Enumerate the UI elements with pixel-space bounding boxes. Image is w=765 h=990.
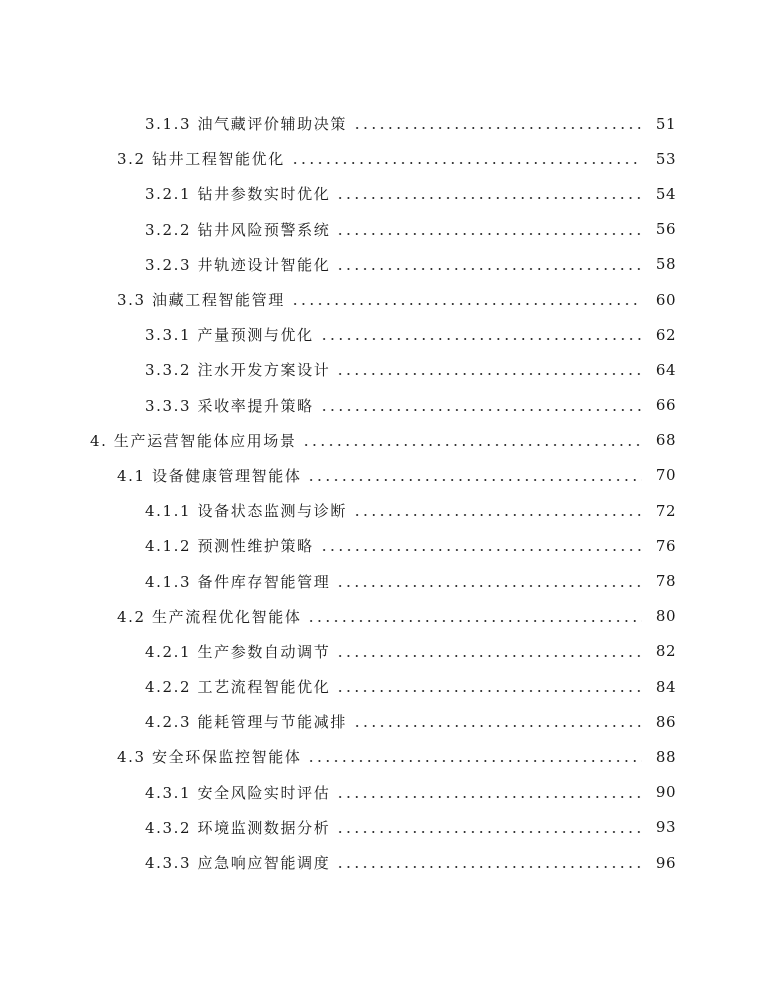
- toc-entry-page: 86: [655, 712, 676, 731]
- toc-entry-page: 66: [655, 396, 676, 415]
- toc-entry-title: 4.1.2 预测性维护策略: [145, 537, 314, 556]
- toc-entry[interactable]: [0, 282, 765, 317]
- toc-entry-title: 3.3.2 注水开发方案设计: [145, 361, 331, 380]
- toc-entry-page: 72: [655, 501, 676, 520]
- toc-entry-page: 82: [655, 642, 676, 661]
- toc-entry[interactable]: [0, 669, 765, 704]
- toc-entry-page: 64: [655, 360, 676, 379]
- toc-dot-leader: [336, 655, 642, 657]
- toc-entry-title: 3.2 钻井工程智能优化: [117, 150, 285, 169]
- toc-dot-leader: [320, 549, 642, 551]
- toc-entry[interactable]: [0, 388, 765, 423]
- toc-entry-title: 3.2.1 钻井参数实时优化: [145, 185, 331, 204]
- toc-dot-leader: [320, 409, 642, 411]
- toc-entry-page: 88: [655, 747, 676, 766]
- toc-entry[interactable]: [0, 212, 765, 247]
- toc-entry[interactable]: [0, 458, 765, 493]
- toc-entry-title: 4.2.2 工艺流程智能优化: [145, 678, 331, 697]
- toc-entry-title: 4.2.3 能耗管理与节能减排: [145, 713, 347, 732]
- toc-entry-title: 3.2.2 钻井风险预警系统: [145, 220, 331, 239]
- toc-entry[interactable]: [0, 493, 765, 528]
- toc-entry[interactable]: [0, 704, 765, 739]
- toc-entry-page: 60: [655, 290, 676, 309]
- toc-entry-page: 56: [655, 220, 676, 239]
- toc-entry-title: 4.2 生产流程优化智能体: [117, 607, 302, 626]
- table-of-contents: [0, 106, 765, 880]
- toc-dot-leader: [353, 514, 642, 516]
- toc-entry[interactable]: [0, 317, 765, 352]
- toc-entry-page: 96: [655, 853, 676, 872]
- toc-entry[interactable]: [0, 775, 765, 810]
- toc-entry-title: 3.3 油藏工程智能管理: [117, 291, 285, 310]
- toc-entry[interactable]: [0, 634, 765, 669]
- toc-entry-page: 58: [655, 255, 676, 274]
- toc-dot-leader: [336, 197, 642, 199]
- toc-dot-leader: [307, 479, 642, 481]
- toc-dot-leader: [291, 303, 642, 305]
- toc-entry-title: 4.1 设备健康管理智能体: [117, 466, 302, 485]
- toc-entry-title: 4.2.1 生产参数自动调节: [145, 642, 331, 661]
- toc-dot-leader: [336, 690, 642, 692]
- toc-entry[interactable]: [0, 845, 765, 880]
- toc-dot-leader: [336, 585, 642, 587]
- toc-dot-leader: [302, 444, 642, 446]
- toc-dot-leader: [320, 338, 642, 340]
- toc-dot-leader: [336, 373, 642, 375]
- toc-dot-leader: [336, 866, 642, 868]
- toc-entry-page: 53: [655, 149, 676, 168]
- toc-entry-page: 78: [655, 572, 676, 591]
- toc-entry-page: 80: [655, 607, 676, 626]
- toc-entry-page: 68: [655, 431, 676, 450]
- toc-entry-title: 4.1.1 设备状态监测与诊断: [145, 502, 347, 521]
- toc-entry-title: 4.3.3 应急响应智能调度: [145, 854, 331, 873]
- toc-entry[interactable]: [0, 247, 765, 282]
- toc-entry-title: 4.3 安全环保监控智能体: [117, 748, 302, 767]
- toc-entry-page: 54: [655, 184, 676, 203]
- toc-dot-leader: [336, 268, 642, 270]
- toc-entry-title: 3.2.3 井轨迹设计智能化: [145, 255, 331, 274]
- toc-entry[interactable]: [0, 739, 765, 774]
- toc-entry[interactable]: [0, 352, 765, 387]
- toc-entry-title: 3.3.1 产量预测与优化: [145, 326, 314, 345]
- toc-entry-title: 4.3.2 环境监测数据分析: [145, 818, 331, 837]
- toc-entry[interactable]: [0, 810, 765, 845]
- toc-entry[interactable]: [0, 528, 765, 563]
- toc-entry-page: 51: [655, 114, 676, 133]
- toc-entry-title: 4.3.1 安全风险实时评估: [145, 783, 331, 802]
- toc-entry-page: 93: [655, 818, 676, 837]
- toc-dot-leader: [336, 233, 642, 235]
- toc-dot-leader: [336, 831, 642, 833]
- toc-dot-leader: [353, 725, 642, 727]
- toc-entry-title: 3.1.3 油气藏评价辅助决策: [145, 115, 347, 134]
- toc-dot-leader: [307, 760, 642, 762]
- toc-entry-title: 4.1.3 备件库存智能管理: [145, 572, 331, 591]
- toc-entry[interactable]: [0, 176, 765, 211]
- toc-entry-page: 62: [655, 325, 676, 344]
- toc-entry[interactable]: [0, 599, 765, 634]
- toc-entry-title: 4. 生产运营智能体应用场景: [90, 431, 297, 450]
- toc-entry[interactable]: [0, 563, 765, 598]
- toc-entry[interactable]: [0, 106, 765, 141]
- toc-entry-page: 76: [655, 536, 676, 555]
- toc-entry[interactable]: [0, 423, 765, 458]
- toc-entry-page: 70: [655, 466, 676, 485]
- toc-dot-leader: [291, 162, 642, 164]
- toc-entry[interactable]: [0, 141, 765, 176]
- toc-dot-leader: [336, 796, 642, 798]
- toc-entry-title: 3.3.3 采收率提升策略: [145, 396, 314, 415]
- toc-entry-page: 90: [655, 783, 676, 802]
- toc-entry-page: 84: [655, 677, 676, 696]
- toc-dot-leader: [353, 127, 642, 129]
- toc-dot-leader: [307, 620, 642, 622]
